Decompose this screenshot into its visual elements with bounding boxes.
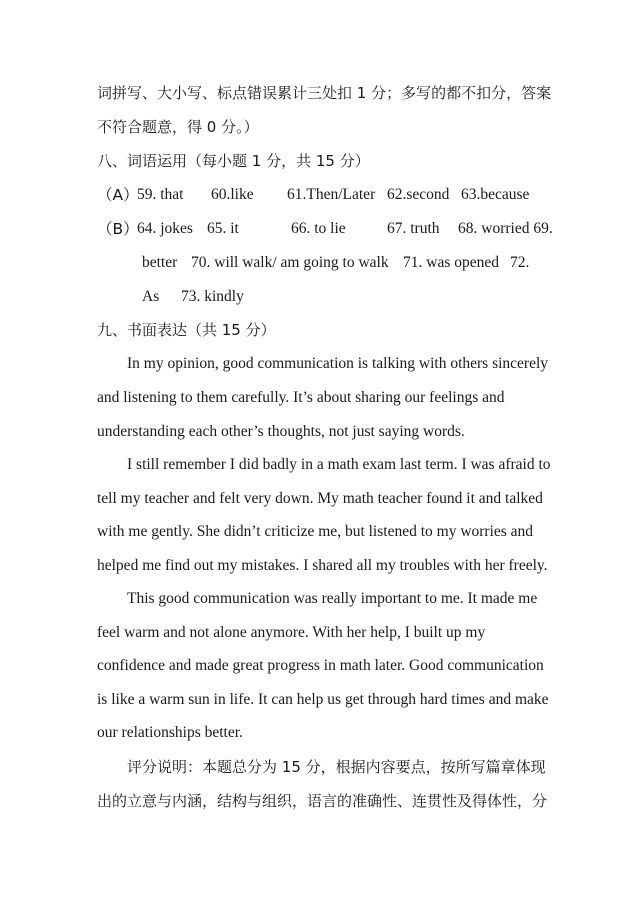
scoring-note-line2: 出的立意与内涵，结构与组织，语言的准确性、连贯性及得体性，分 <box>97 792 548 810</box>
essay-p1-line3: understanding each other’s thoughts, not just saying words. <box>97 423 465 440</box>
essay-p3-line2: feel warm and not alone anymore. With her help, I built up my <box>97 624 486 641</box>
row-a-label: （A） <box>97 186 139 204</box>
section-8-heading: 八、词语运用（每小题 1 分，共 15 分） <box>97 152 370 170</box>
intro-line-2: 不符合题意，得 0 分。） <box>97 118 259 136</box>
essay-p2-line1: I still remember I did badly in a math exam last term. I was afraid to <box>127 456 551 473</box>
essay-p2-line2: tell my teacher and felt very down. My math teacher found it and talked <box>97 490 543 507</box>
essay-p3-line4: is like a warm sun in life. It can help us get through hard times and make <box>97 691 549 708</box>
answer-72-cont: As <box>142 288 160 305</box>
answer-69-cont: better <box>142 254 178 271</box>
answer-64: 64. jokes <box>137 220 193 237</box>
answer-72: 72. <box>510 254 530 271</box>
answer-60: 60.like <box>211 186 254 203</box>
section-9-heading: 九、书面表达（共 15 分） <box>97 321 276 339</box>
answer-73: 73. kindly <box>181 288 244 305</box>
intro-line-1: 词拼写、大小写、标点错误累计三处扣 1 分；多写的都不扣分，答案 <box>97 84 552 102</box>
answer-66: 66. to lie <box>291 220 346 237</box>
answer-71: 71. was opened <box>403 254 499 271</box>
essay-p2-line3: with me gently. She didn’t criticize me, but listened to my worries and <box>97 523 534 540</box>
answer-63: 63.because <box>461 186 530 203</box>
essay-p2-line4: helped me find out my mistakes. I shared all my troubles with her freely. <box>97 557 548 574</box>
essay-p3-line3: confidence and made great progress in math later. Good communication <box>97 657 544 674</box>
answer-67: 67. truth <box>387 220 440 237</box>
essay-p1-line1: In my opinion, good communication is talking with others sincerely <box>127 355 549 372</box>
essay-p3-line5: our relationships better. <box>97 724 243 741</box>
answer-59: 59. that <box>137 186 184 203</box>
answer-68: 68. worried 69. <box>458 220 553 237</box>
answer-70: 70. will walk/ am going to walk <box>191 254 389 271</box>
answer-62: 62.second <box>387 186 450 203</box>
essay-p3-line1: This good communication was really important to me. It made me <box>127 590 538 607</box>
essay-p1-line2: and listening to them carefully. It’s about sharing our feelings and <box>97 389 505 406</box>
scoring-note-line1: 评分说明：本题总分为 15 分，根据内容要点，按所写篇章体现 <box>127 758 546 776</box>
answer-65: 65. it <box>207 220 239 237</box>
row-b-label: （B） <box>97 220 139 238</box>
answer-61: 61.Then/Later <box>287 186 376 203</box>
